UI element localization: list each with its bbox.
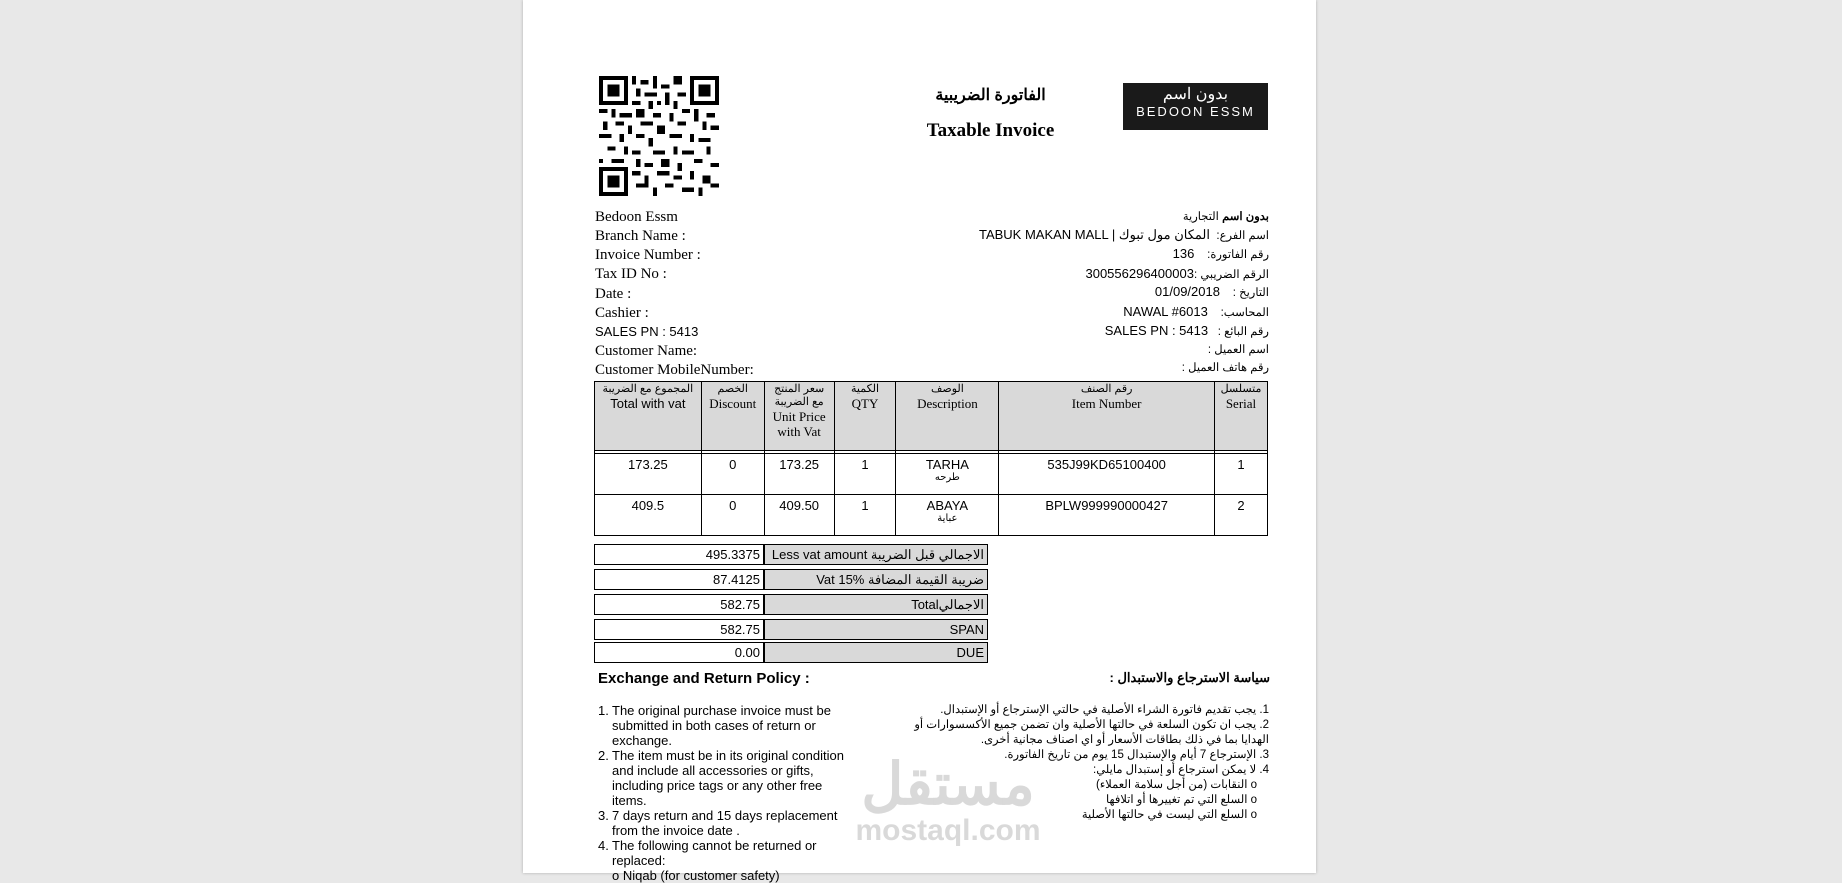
row-qty: 1 xyxy=(834,454,896,495)
row-item-number: BPLW999990000427 xyxy=(999,495,1215,536)
header-description: الوصف Description xyxy=(896,382,999,451)
cashier-row xyxy=(1123,304,1269,321)
qr-code-icon xyxy=(598,76,720,196)
header-discount: الخصم Discount xyxy=(701,382,764,451)
items-table xyxy=(594,381,1268,536)
invoice-page xyxy=(523,0,1316,883)
vat-value: 87.4125 xyxy=(595,570,765,589)
customer-name-label: Customer Name: xyxy=(595,343,698,359)
company-name-arabic xyxy=(1183,209,1269,225)
date-row xyxy=(1155,284,1269,301)
branch-value: TABUK MAKAN MALL | المكان مول تبوك xyxy=(978,227,1210,242)
brand-logo xyxy=(1123,83,1268,130)
span-label: SPAN xyxy=(765,620,987,639)
due-label: DUE xyxy=(765,643,987,662)
policy-item-ar: 1. يجب تقديم فاتورة الشراء الأصلية في حالتي الإسترجاع أو الإستبدال. xyxy=(940,704,1269,716)
watermark-arabic: مستقل xyxy=(861,752,1035,817)
policy-subitem-ar: o النقابات (من أجل سلامة العملاء) xyxy=(1096,779,1257,791)
policy-subitem-ar: o السلع التي ليست في حالتها الأصلية xyxy=(1081,809,1257,821)
customer-mobile-label-arabic: رقم هاتف العميل : xyxy=(1181,362,1269,374)
row-serial: 1 xyxy=(1214,454,1267,495)
policy-item-ar: 3. الإسترجاع 7 أيام والإستبدال 15 يوم من تاريخ الفاتورة. xyxy=(1004,749,1269,761)
title-arabic: الفاتورة الضريبية xyxy=(935,87,1046,104)
policy-item-en: 4. The following cannot be returned or replaced: xyxy=(598,838,817,868)
date-label-arabic: التاريخ : xyxy=(1232,287,1269,299)
total-less-vat-label: الاجمالي قبل الضريبة Less vat amount xyxy=(765,545,987,564)
branch-row xyxy=(979,227,1269,244)
row-total: 409.5 xyxy=(595,495,702,536)
branch-label: Branch Name : xyxy=(595,228,686,244)
cashier-label: Cashier : xyxy=(595,305,649,321)
customer-mobile-label: Customer MobileNumber: xyxy=(595,362,754,378)
grand-total-label: الاجماليTotal xyxy=(765,595,987,614)
row-item-number: 535J99KD65100400 xyxy=(999,454,1215,495)
row-description: ABAYA عباية xyxy=(896,495,999,536)
cashier-value: NAWAL #6013 xyxy=(1123,304,1208,319)
customer-name-label-arabic: اسم العميل : xyxy=(1207,344,1269,356)
table-header-row xyxy=(595,382,1268,451)
title-english: Taxable Invoice xyxy=(926,120,1055,141)
seller-label-arabic: رقم البائع : xyxy=(1217,326,1269,338)
invoice-row xyxy=(1173,246,1269,263)
sales-pn: SALES PN : 5413 xyxy=(595,324,699,339)
watermark-english: mostaql.com xyxy=(855,814,1041,847)
row-unit-price: 409.50 xyxy=(764,495,834,536)
row-total: 173.25 xyxy=(595,454,702,495)
grand-total-row xyxy=(594,594,988,615)
row-unit-price: 173.25 xyxy=(764,454,834,495)
row-qty: 1 xyxy=(834,495,896,536)
invoice-number-label: Invoice Number : xyxy=(595,247,701,263)
policy-title-english: Exchange and Return Policy : xyxy=(598,670,810,687)
table-row xyxy=(595,454,1268,495)
policy-list-english xyxy=(598,703,858,883)
table-row xyxy=(595,495,1268,536)
company-name-arabic-rest: التجارية xyxy=(1182,211,1219,223)
policy-subitem-ar: o السلع التي تم تغييرها أو اتلافها xyxy=(1106,794,1257,806)
logo-english: BEDOON ESSM xyxy=(1136,104,1255,119)
span-value: 582.75 xyxy=(595,620,765,639)
row-serial: 2 xyxy=(1214,495,1267,536)
header-qty: الكمية QTY xyxy=(834,382,896,451)
vat-label: ضريبة القيمة المضافة Vat 15% xyxy=(765,570,987,589)
policy-item-en: 3. 7 days return and 15 days replacement from the invoice date . xyxy=(598,808,838,838)
total-less-vat-value: 495.3375 xyxy=(595,545,765,564)
vat-row xyxy=(594,569,988,590)
header-unit-price: سعر المنتج مع الضريبة Unit Price with Vat xyxy=(764,382,834,451)
header-serial: متسلسل Serial xyxy=(1214,382,1267,451)
company-name: Bedoon Essm xyxy=(595,209,678,225)
row-discount: 0 xyxy=(701,454,764,495)
policy-list-arabic xyxy=(909,703,1269,823)
header-item-number: رقم الصنف Item Number xyxy=(999,382,1215,451)
date-value: 01/09/2018 xyxy=(1154,284,1220,299)
policy-item-ar: 2. يجب ان تكون السلعة في حالتها الأصلية وان تضمن جميع الأكسسوارات أو الهدايا بما في ذلك بطاقات الأسعار أو اي اصناف مجانية أخرى. xyxy=(914,719,1269,746)
taxid-row xyxy=(1085,266,1269,283)
span-row xyxy=(594,619,988,640)
seller-value: SALES PN : 5413 xyxy=(1104,323,1209,338)
row-description: TARHA طرحه xyxy=(896,454,999,495)
date-label: Date : xyxy=(595,286,632,302)
company-name-arabic-bold: بدون اسم xyxy=(1222,211,1269,223)
policy-item-ar: 4. لا يمكن استرجاع أو إستبدال مايلي: xyxy=(1093,764,1269,776)
cashier-label-arabic: المحاسب: xyxy=(1220,307,1269,319)
header-total-with-vat: المجموع مع الضريبة Total with vat xyxy=(595,382,702,451)
logo-arabic: بدون اسم xyxy=(1162,86,1229,103)
branch-label-arabic: اسم الفرع: xyxy=(1216,230,1269,242)
due-row xyxy=(594,642,988,663)
due-value: 0.00 xyxy=(595,643,765,662)
invoice-value: 136 xyxy=(1172,246,1195,261)
policy-item-en: 1. The original purchase invoice must be submitted in both cases of return or exchange. xyxy=(598,703,831,748)
policy-title-arabic: سياسة الاسترجاع والاستبدال : xyxy=(1109,670,1270,685)
total-less-vat-row xyxy=(594,544,988,565)
seller-row xyxy=(1105,323,1269,340)
policy-subitem-en: o Niqab (for customer safety) xyxy=(612,868,780,883)
taxid-value: 300556296400003 xyxy=(1085,266,1194,281)
policy-item-en: 2. The item must be in its original condition and include all accessories or gifts, including price tags or any other free items. xyxy=(598,748,844,808)
row-discount: 0 xyxy=(701,495,764,536)
tax-id-label: Tax ID No : xyxy=(595,266,667,282)
invoice-label-arabic: رقم الفاتورة: xyxy=(1207,249,1269,261)
taxid-label-arabic: الرقم الضريبي : xyxy=(1193,269,1269,281)
grand-total-value: 582.75 xyxy=(595,595,765,614)
